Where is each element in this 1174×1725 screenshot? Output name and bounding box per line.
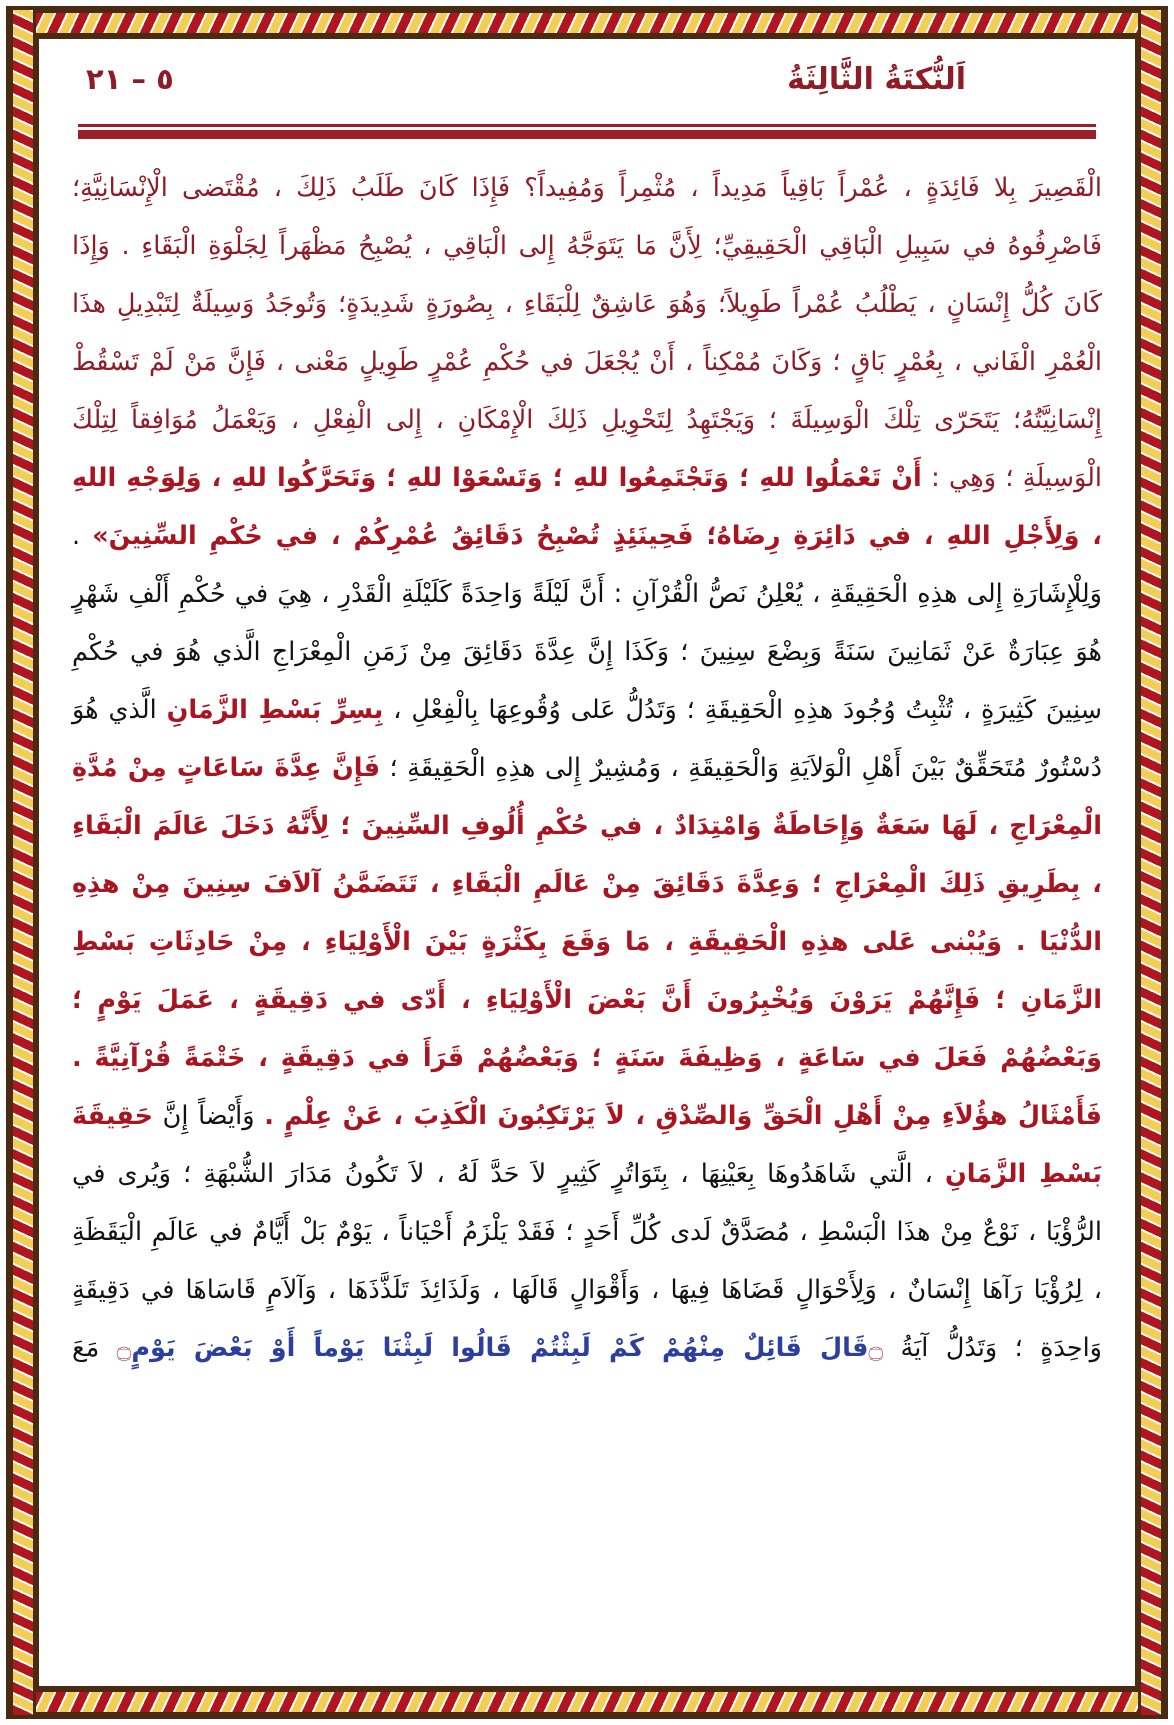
- text-segment-1: الْقَصِيرَ بِلا فَائِدَةٍ ، عُمْراً بَاقِياً مَدِيداً ، مُثْمِراً وَمُفِيداً؟ فَإِذَا كَانَ طَلَبُ ذَلِكَ ، مُقْتَضى الْإِنْسَانِيَّةِ؛ فَاصْرِفُوهُ في سَبِيلِ الْبَاقِي الْحَقِيقِيِّ؛ لِأَنَّ مَا يَتَوَجَّهُ إِلى الْبَاقِي ، يُصْبِحُ مَظْهَراً لِجَلْوَةِ الْبَقَاءِ . وَإِذَا كَانَ كُلُّ إِنْسَانٍ ، يَطْلُبُ عُمْراً طَوِيلاً؛ وَهُوَ عَاشِقٌ لِلْبَقَاءِ ، بِصُورَةٍ شَدِيدَةٍ؛ وَتُوجَدُ وَسِيلَةٌ لِتَبْدِيلِ هذَا الْعُمْرِ الْفَاني ، بِعُمْرٍ بَاقٍ ؛ وَكَانَ مُمْكِناً ، أَنْ يُجْعَلَ في حُكْمِ عُمْرٍ طَوِيلٍ مَعْنى ، فَإِنَّ مَنْ لَمْ تَسْقُطْ إِنْسَانِيَّتُهُ؛ يَتَحَرّى تِلْكَ الْوَسِيلَةَ ؛ وَيَجْتَهِدُ لِتَحْوِيلِ ذَلِكَ الْإِمْكَانِ ، إِلى الْفِعْلِ ، وَيَعْمَلُ مُوَافِقاً لِتِلْكَ الْوَسِيلَةِ ؛ وَهِي :: [72, 173, 1102, 493]
- border-braid-right: [1138, 10, 1164, 1715]
- text-segment-emphasis-1: بِسِرِّ بَسْطِ الزَّمَانِ: [166, 695, 384, 725]
- body-paragraph: [72, 159, 1102, 1378]
- border-braid-top: [10, 10, 1164, 36]
- text-segment-emphasis-3: حَقِيقَةَ بَسْطِ الزَّمَانِ: [72, 1101, 1102, 1189]
- text-segment-7: وَأَيْضاً إِنَّ: [152, 1101, 265, 1131]
- text-segment-quote: أَنْ تَعْمَلُوا للهِ ؛ وَتَجْتَمِعُوا للهِ ؛ وَتَسْعَوْا للهِ ؛ وَتَحَرَّكُوا للهِ ، وَلِوَجْهِ اللهِ ، وَلِأَجْلِ اللهِ ، في دَائِرَةِ رِضَاهُ؛ فَحِينَئِذٍ تُصْبِحُ دَقَائِقُ عُمْرِكُمْ ، في حُكْمِ السِّنِينَ»: [72, 463, 1102, 551]
- header-rule-thick: [78, 130, 1096, 139]
- border-braid-bottom: [10, 1689, 1164, 1715]
- page-content: [40, 40, 1134, 1685]
- header-rule-thin: [78, 124, 1096, 127]
- text-segment-9: ، الَّتي شَاهَدُوهَا بِعَيْنِهَا ، بِتَوَاتُرٍ كَثِيرٍ لاَ حَدَّ لَهُ ، لاَ تَكُونُ مَدَارَ الشُّبْهَةِ ؛ وَيُرى في الرُّؤْيَا ، نَوْعٌ مِنْ هذَا الْبَسْطِ ، مُصَدَّقٌ لَدى كُلِّ أَحَدٍ ؛ فَقَدْ يَلْزَمُ أَحْيَاناً ، يَوْمٌ بَلْ أَيَّامٌ في عَالَمِ الْيَقَظَةِ ، لِرُؤْيَا رَآهَا إِنْسَانٌ ، وَلِأَحْوَالٍ قَضَاهَا فِيهَا ، وَأَقْوَالٍ قَالَهَا ، وَلَذَائِذَ تَلَذَّذَهَا ، وَآلاَمٍ قَاسَاهَا في دَقِيقَةٍ وَاحِدَةٍ ؛ وَتَدُلُّ آيَةُ: [72, 1159, 1103, 1363]
- verse-ornament-close-icon: ۝: [116, 1334, 132, 1363]
- text-segment-5: الَّذي هُوَ دُسْتُورٌ مُتَحَقِّقٌ بَيْنَ أَهْلِ الْوَلاَيَةِ وَالْحَقِيقَةِ ، وَمُشِيرٌ إِلى هذِهِ الْحَقِيقَةِ ؛: [72, 695, 1103, 783]
- page-number: ٥ – ٢١: [86, 62, 174, 96]
- quran-verse: قَالَ قَائِلٌ مِنْهُمْ كَمْ لَبِثْتُمْ قَالُوا لَبِثْنَا يَوْماً أَوْ بَعْضَ يَوْمٍ: [131, 1333, 869, 1363]
- body-text: [72, 159, 1102, 1378]
- verse-ornament-open-icon: ۝: [868, 1334, 884, 1363]
- text-segment-emphasis-2: فَإِنَّ عِدَّةَ سَاعَاتٍ مِنْ مُدَّةِ الْمِعْرَاجِ ، لَهَا سَعَةٌ وَإِحَاطَةٌ وَامْتِدَادٌ ، في حُكْمِ أُلُوفِ السِّنِينَ ؛ لِأَنَّهُ دَخَلَ عَالَمَ الْبَقَاءِ ، بِطَرِيقِ ذَلِكَ الْمِعْرَاجِ ؛ وَعِدَّةَ دَقَائِقَ مِنْ عَالَمِ الْبَقَاءِ ، تَتَضَمَّنُ آلاَفَ سِنِينَ مِنْ هذِهِ الدُّنْيَا . وَيُبْنى عَلى هذِهِ الْحَقِيقَةِ ، مَا وَقَعَ بِكَثْرَةٍ بَيْنَ الْأَوْلِيَاءِ ، مِنْ حَادِثَاتِ بَسْطِ الزَّمَانِ ؛ فَإِنَّهُمْ يَرَوْنَ وَيُخْبِرُونَ أَنَّ بَعْضَ الْأَوْلِيَاءِ ، أَدّى في دَقِيقَةٍ ، عَمَلَ يَوْمٍ ؛ وَبَعْضُهُمْ فَعَلَ في سَاعَةٍ ، وَظِيفَةَ سَنَةٍ ؛ وَبَعْضُهُمْ قَرَأَ في دَقِيقَةٍ ، خَتْمَةً قُرْآنِيَّةً . فَأَمْثَالُ هؤُلاَءِ مِنْ أَهْلِ الْحَقِّ وَالصِّدْقِ ، لاَ يَرْتَكِبُونَ الْكَذِبَ ، عَنْ عِلْمٍ .: [72, 753, 1102, 1131]
- page-title: اَلنُّكتَةُ الثَّالِثَةُ: [787, 62, 966, 97]
- text-segment-3: . وَلِلْإِشَارَةِ إِلى هذِهِ الْحَقِيقَةِ ، يُعْلِنُ نَصُّ الْقُرْآنِ : أَنَّ لَيْلَةً وَاحِدَةً كَلَيْلَةِ الْقَدْرِ ، هِيَ في حُكْمِ أَلْفِ شَهْرٍ هُوَ عِبَارَةٌ عَنْ ثَمَانِينَ سَنَةً وَبِضْعَ سِنِينَ ؛ وَكَذَا إِنَّ عِدَّةَ دَقَائِقَ مِنْ زَمَنِ الْمِعْرَاجِ الَّذي هُوَ في حُكْمِ سِنِينَ كَثِيرَةٍ ، تُثْبِتُ وُجُودَ هذِهِ الْحَقِيقَةِ ؛ وَتَدُلُّ عَلى وُقُوعِهَا بِالْفِعْلِ ،: [72, 521, 1102, 725]
- text-segment-13: مَعَ: [72, 1333, 117, 1363]
- page-header: [64, 62, 1110, 120]
- border-braid-left: [10, 10, 36, 1715]
